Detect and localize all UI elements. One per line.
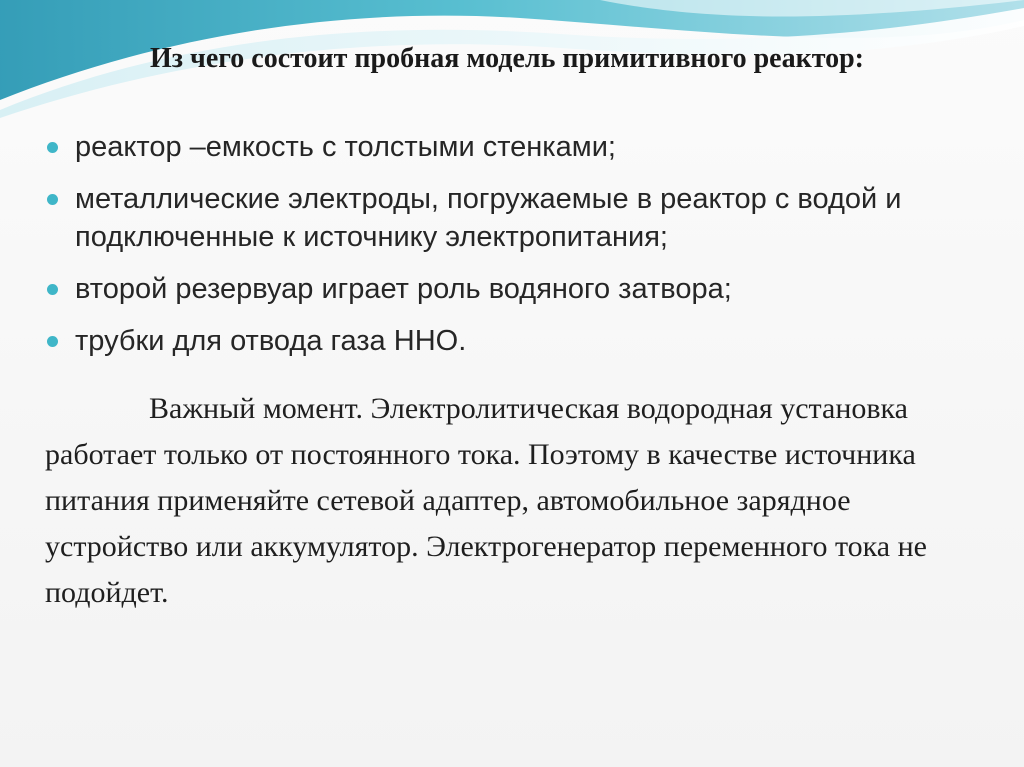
slide-title: [45, 40, 945, 78]
list-item: [45, 322, 965, 360]
list-item: [45, 128, 965, 166]
body-paragraph-text: Важный момент. Электролитическая водородная установка работает только от постоянного тока. Поэтому в качестве источника питания применяйте сетевой адаптер, автомобильное зарядное устройство или аккумулятор. Электрогенератор переменного тока не подойдет.: [45, 392, 927, 609]
list-item: [45, 180, 965, 256]
bullet-dot-icon: [47, 142, 58, 153]
slide-title-text: Из чего состоит пробная модель примитивного реактор:: [150, 43, 864, 74]
bullet-dot-icon: [47, 284, 58, 295]
list-item-text: реактор –емкость с толстыми стенками;: [75, 131, 616, 163]
list-item-text: металлические электроды, погружаемые в реактор с водой и подключенные к источнику электропитания;: [75, 183, 902, 253]
list-item-text: второй резервуар играет роль водяного затвора;: [75, 273, 732, 305]
bullet-dot-icon: [47, 336, 58, 347]
bullet-list: [45, 128, 965, 374]
list-item: [45, 270, 965, 308]
bullet-dot-icon: [47, 194, 58, 205]
body-paragraph: [45, 386, 975, 616]
list-item-text: трубки для отвода газа ННО.: [75, 325, 467, 357]
